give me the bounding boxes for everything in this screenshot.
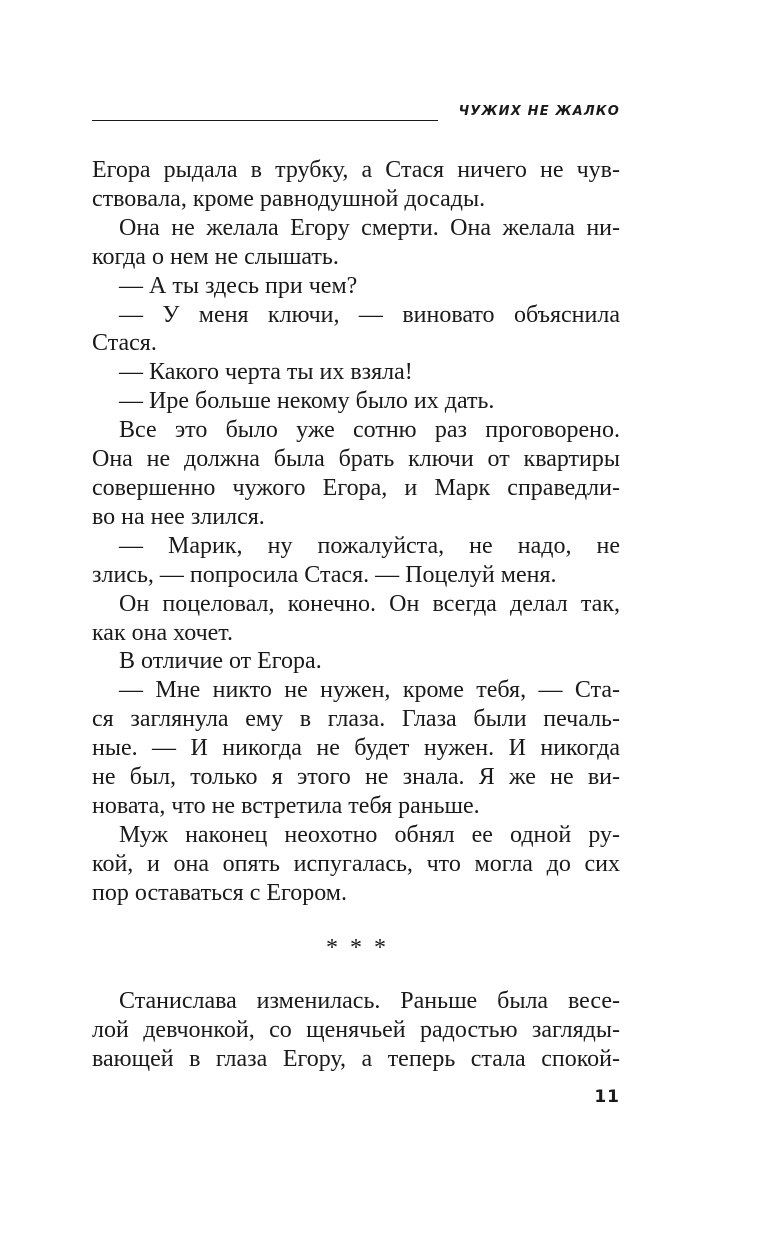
text-line: Станислава изменилась. Раньше была весе- bbox=[119, 988, 620, 1014]
text-line: не был, только я этого не знала. Я же не ви- bbox=[92, 764, 620, 791]
text-line: Все это было уже сотню раз проговорено. bbox=[119, 417, 620, 444]
text-line: ствовала, кроме равнодушной досады. bbox=[92, 185, 486, 212]
text-line: В отличие от Егора. bbox=[119, 648, 322, 675]
text-line: — У меня ключи, — виновато объяснила bbox=[119, 301, 620, 328]
text-line: — Какого черта ты их взяла! bbox=[119, 359, 413, 386]
text-line: — Марик, ну пожалуйста, не надо, не bbox=[119, 532, 620, 559]
text-line: пор оставаться с Егором. bbox=[92, 879, 347, 906]
text-line: — Ире больше некому было их дать. bbox=[119, 388, 495, 415]
text-line: Она не желала Егору смерти. Она желала ни- bbox=[119, 214, 620, 241]
page-number: 11 bbox=[594, 1087, 620, 1107]
text-line: Стася. bbox=[92, 330, 157, 357]
text-line: совершенно чужого Егора, и Марк справедли- bbox=[92, 474, 620, 501]
text-line: вающей в глаза Егору, а теперь стала спокой- bbox=[92, 1045, 620, 1072]
text-line: — Мне никто не нужен, кроме тебя, — Ста- bbox=[119, 677, 620, 704]
text-line: Она не должна была брать ключи от квартиры bbox=[92, 446, 620, 473]
running-head bbox=[92, 100, 620, 122]
text-line: — А ты здесь при чем? bbox=[119, 272, 358, 299]
text-line: Егора рыдала в трубку, а Стася ничего не чув- bbox=[92, 157, 620, 183]
text-line: ные. — И никогда не будет нужен. И никогда bbox=[92, 735, 620, 762]
text-line: Муж наконец неохотно обнял ее одной ру- bbox=[119, 821, 620, 848]
text-line: лой девчонкой, со щенячьей радостью загляды- bbox=[92, 1016, 620, 1043]
text-line: ся заглянула ему в глаза. Глаза были печаль- bbox=[92, 706, 620, 733]
text-line: злись, — попросила Стася. — Поцелуй меня. bbox=[92, 561, 557, 588]
main-text bbox=[92, 156, 620, 908]
text-line: во на нее злился. bbox=[92, 503, 265, 530]
text-line: кой, и она опять испугалась, что могла до сих bbox=[92, 850, 620, 877]
header-rule bbox=[92, 120, 438, 121]
text-line: Он поцеловал, конечно. Он всегда делал так, bbox=[119, 590, 620, 617]
text-line: новата, что не встретила тебя раньше. bbox=[92, 792, 480, 819]
text-line: когда о нем не слышать. bbox=[92, 243, 339, 270]
running-title: ЧУЖИХ НЕ ЖАЛКО bbox=[458, 104, 620, 119]
section-text bbox=[92, 987, 620, 1074]
section-separator: * * * bbox=[326, 935, 386, 961]
text-line: как она хочет. bbox=[92, 619, 233, 646]
